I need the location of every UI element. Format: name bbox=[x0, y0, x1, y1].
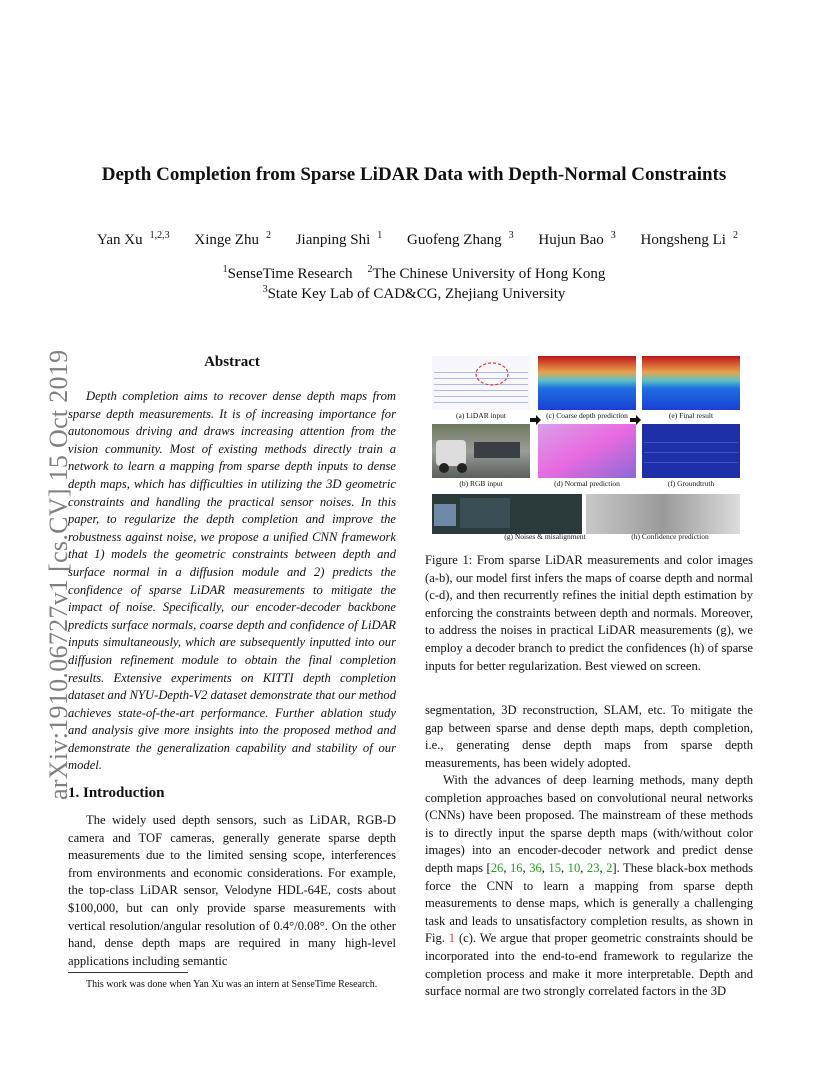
citation-link[interactable]: 36 bbox=[529, 860, 542, 875]
abstract-heading: Abstract bbox=[204, 354, 260, 370]
author-list bbox=[0, 232, 828, 249]
subfig-label-e: (e) Final result bbox=[668, 411, 714, 420]
footnote-rule bbox=[68, 972, 188, 973]
author: Hujun Bao $^3$ bbox=[538, 230, 616, 248]
affiliations-line-1: $^1$SenseTime Research $^2$The Chinese University of Hong Kong bbox=[222, 264, 606, 282]
subfig-label-f: (f) Groundtruth bbox=[667, 479, 715, 488]
panel-coarse-depth bbox=[538, 356, 636, 410]
author: Guofeng Zhang $^3$ bbox=[407, 230, 514, 248]
author: Jianping Shi $^1$ bbox=[295, 230, 383, 248]
citation-link[interactable]: 16 bbox=[509, 860, 523, 875]
figure-caption: Figure 1: From sparse LiDAR measurements and color images (a-b), our model first infers the maps of coarse depth and normal (c-d), and then recurrently refines the initial depth estimation by enforcing the constraints between depth and normals. Moreover, to address the noises in practical LiDAR measurements (g), we employ a decoder branch to predict the confidences (h) of sparse inputs for better regularization. Best viewed on screen. bbox=[425, 553, 753, 673]
subfig-label-b: (b) RGB input bbox=[459, 479, 503, 488]
intro-heading: 1. Introduction bbox=[68, 785, 165, 801]
panel-confidence bbox=[586, 494, 740, 534]
panel-groundtruth bbox=[642, 424, 740, 478]
footnote: This work was done when Yan Xu was an intern at SenseTime Research. bbox=[86, 979, 378, 990]
citation-link[interactable]: 26 bbox=[490, 860, 504, 875]
citation-link[interactable]: 23 bbox=[586, 860, 600, 875]
affiliations-line-2: $^3$State Key Lab of CAD&CG, Zhejiang University bbox=[262, 284, 566, 302]
subfig-label-h: (h) Confidence prediction bbox=[631, 532, 709, 541]
citation-link[interactable]: 10 bbox=[567, 860, 581, 875]
arxiv-id: arXiv:1910.06727v1 [cs.CV] 15 Oct 2019 bbox=[44, 349, 73, 800]
figure-graphics bbox=[430, 352, 742, 544]
panel-final-result bbox=[642, 356, 740, 410]
panel-lidar-input bbox=[432, 356, 530, 410]
paper-title: Depth Completion from Sparse LiDAR Data with Depth-Normal Constraints bbox=[101, 164, 727, 185]
subfig-label-g: (g) Noises & misalignment bbox=[504, 532, 586, 541]
author: Xinge Zhu $^2$ bbox=[194, 230, 271, 248]
author: Yan Xu $^{1,2,3}$ bbox=[97, 230, 170, 248]
intro-body: The widely used depth sensors, such as LiDAR, RGB-D camera and TOF cameras, generally generate sparse depth measurements due to the limited sensing scope, interferences from environments and economic considerations. For example, the top-class LiDAR sensor, Velodyne HDL-64E, costs about $100,000, but can only provide sparse measurements with vertical resolution/angular resolution of 0.4°/0.08°. On the other hand, dense depth maps are required in many high-level applications including semantic bbox=[68, 813, 396, 968]
subfig-label-d: (d) Normal prediction bbox=[554, 479, 620, 488]
citation-link[interactable]: 15 bbox=[548, 860, 562, 875]
figure-1 bbox=[430, 352, 742, 544]
author: Hongsheng Li $^2$ bbox=[640, 230, 738, 248]
abstract-body: Depth completion aims to recover dense depth maps from sparse depth measurements. It is of increasing importance for autonomous driving and draws increasing attention from the vision community. Most of existing methods directly train a network to learn a mapping from sparse depth inputs to dense depth maps, which has difficulties in utilizing the 3D geometric constraints and handling the practical sensor noises. In this paper, to regularize the depth completion and improve the robustness against noise, we propose a unified CNN framework that 1) models the geometric constraints between depth and surface normal in a diffusion module and 2) predicts the confidence of sparse LiDAR measurements to mitigate the impact of noise. Specifically, our encoder-decoder backbone predicts surface normals, coarse depth and confidence of LiDAR inputs simultaneously, which are subsequently inputted into our diffusion refinement module to obtain the final completion results. Extensive experiments on KITTI depth completion dataset and NYU-Depth-V2 dataset demonstrate that our method achieves state-of-the-art performance. Further ablation study and analysis give more insights into the proposed method and demonstrate the generalization capability and stability of our model. bbox=[68, 389, 396, 773]
subfig-label-c: (c) Coarse depth prediction bbox=[546, 411, 628, 420]
right-paragraph-1: segmentation, 3D reconstruction, SLAM, etc. To mitigate the gap between sparse and dense depth maps, depth completion, i.e., generating dense depth maps from sparse depth measurements, has been widely adopted. bbox=[425, 703, 753, 770]
citation-link[interactable]: 2 bbox=[606, 860, 613, 875]
figure-ref-link[interactable]: 1 bbox=[448, 931, 456, 946]
arxiv-stamp bbox=[10, 330, 73, 800]
panel-normal-prediction bbox=[538, 424, 636, 478]
subfig-label-a: (a) LiDAR input bbox=[456, 411, 506, 420]
right-paragraph-2: With the advances of deep learning methods, many depth completion approaches based on convolutional neural networks (CNNs) have been proposed. The mainstream of these methods is to directly input the sparse depth maps (with/without color images) into an encoder-decoder network and predict dense depth maps [26, 16, 36, 15, 10, 23, 2]. These black-box methods force the CNN to learn a mapping from sparse depth measurements to dense maps, which is generally a challenging task and leads to unsatisfactory completion results, as shown in Fig. 1 (c). We argue that proper geometric constraints should be incorporated into the end-to-end framework to regularize the completion process and make it more interpretable. Depth and surface normal are two strongly correlated factors in the 3D bbox=[425, 773, 754, 999]
